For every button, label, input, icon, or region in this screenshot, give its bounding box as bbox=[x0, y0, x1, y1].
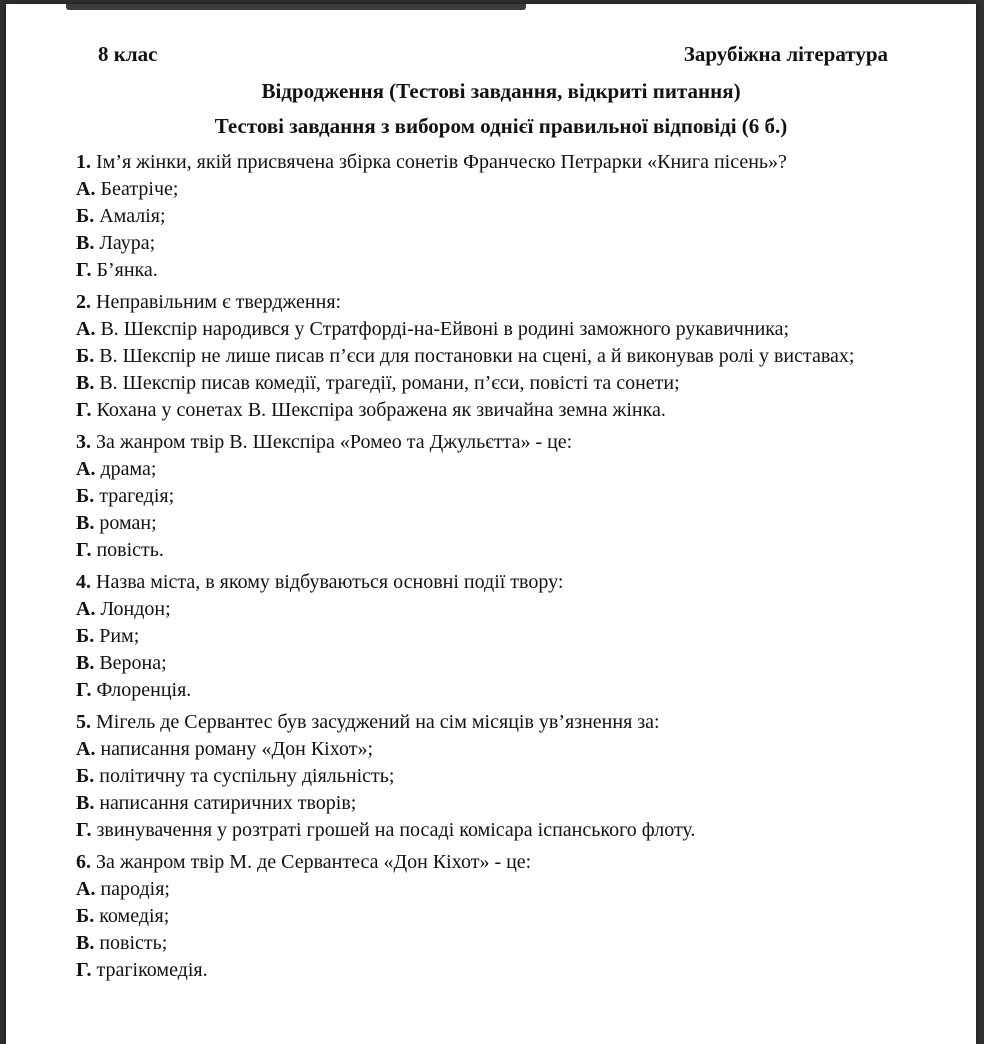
question-text: Ім’я жінки, якій присвячена збірка сонетів Франческо Петрарки «Книга пісень»? bbox=[96, 151, 787, 173]
option-text: трагедія; bbox=[99, 485, 175, 507]
question-number: 5. bbox=[76, 711, 91, 733]
option-letter: Г. bbox=[76, 679, 92, 701]
question-number: 3. bbox=[76, 431, 91, 453]
question-line bbox=[76, 289, 922, 316]
option-text: повість. bbox=[96, 539, 164, 561]
option-letter: В. bbox=[76, 792, 95, 814]
option-letter: Г. bbox=[76, 539, 92, 561]
option-b bbox=[76, 203, 922, 230]
option-text: Рим; bbox=[99, 625, 140, 647]
option-letter: А. bbox=[76, 318, 96, 340]
option-d bbox=[76, 957, 922, 984]
question-text: За жанром твір В. Шекспіра «Ромео та Джульєтта» - це: bbox=[96, 431, 573, 453]
question-line bbox=[76, 709, 922, 736]
option-letter: Г. bbox=[76, 399, 92, 421]
question-number: 4. bbox=[76, 571, 91, 593]
option-b bbox=[76, 903, 922, 930]
option-text: Верона; bbox=[99, 652, 167, 674]
question-number: 1. bbox=[76, 151, 91, 173]
option-a bbox=[76, 736, 922, 763]
option-a bbox=[76, 876, 922, 903]
question-line bbox=[76, 849, 922, 876]
option-letter: А. bbox=[76, 458, 96, 480]
option-letter: В. bbox=[76, 512, 95, 534]
question-text: Назва міста, в якому відбуваються основні події твору: bbox=[96, 571, 564, 593]
document-page bbox=[6, 4, 976, 1044]
option-b bbox=[76, 343, 922, 370]
option-a bbox=[76, 596, 922, 623]
option-a bbox=[76, 456, 922, 483]
page-title: Відродження (Тестові завдання, відкриті питання) bbox=[261, 79, 741, 103]
option-letter: Б. bbox=[76, 625, 95, 647]
option-d bbox=[76, 537, 922, 564]
option-text: трагікомедія. bbox=[96, 959, 208, 981]
option-letter: Б. bbox=[76, 765, 95, 787]
question-number: 2. bbox=[76, 291, 91, 313]
option-text: В. Шекспір народився у Стратфорді-на-Ейвоні в родині заможного рукавичника; bbox=[100, 318, 790, 340]
question-5 bbox=[76, 709, 922, 844]
option-text: Лондон; bbox=[100, 598, 171, 620]
option-c bbox=[76, 790, 922, 817]
option-text: В. Шекспір не лише писав п’єси для постановки на сцені, а й виконував ролі у виставах; bbox=[99, 345, 855, 367]
question-4 bbox=[76, 569, 922, 704]
option-letter: Б. bbox=[76, 905, 95, 927]
option-d bbox=[76, 397, 922, 424]
question-1 bbox=[76, 149, 922, 284]
option-b bbox=[76, 623, 922, 650]
option-text: політичну та суспільну діяльність; bbox=[99, 765, 395, 787]
question-text: За жанром твір М. де Сервантеса «Дон Кіхот» - це: bbox=[96, 851, 532, 873]
option-text: комедія; bbox=[99, 905, 170, 927]
option-letter: В. bbox=[76, 932, 95, 954]
option-text: пародія; bbox=[100, 878, 170, 900]
option-b bbox=[76, 763, 922, 790]
option-text: повість; bbox=[99, 932, 168, 954]
option-letter: В. bbox=[76, 652, 95, 674]
option-letter: А. bbox=[76, 878, 96, 900]
option-text: звинувачення у розтраті грошей на посаді комісара іспанського флоту. bbox=[96, 819, 696, 841]
option-letter: Г. bbox=[76, 259, 92, 281]
option-a bbox=[76, 316, 922, 343]
option-text: Беатріче; bbox=[100, 178, 179, 200]
option-text: Б’янка. bbox=[96, 259, 158, 281]
option-d bbox=[76, 817, 922, 844]
question-number: 6. bbox=[76, 851, 91, 873]
option-d bbox=[76, 257, 922, 284]
option-text: Флоренція. bbox=[96, 679, 192, 701]
option-text: написання роману «Дон Кіхот»; bbox=[100, 738, 374, 760]
option-text: Кохана у сонетах В. Шекспіра зображена як звичайна земна жінка. bbox=[96, 399, 666, 421]
subject-label: Зарубіжна література bbox=[683, 42, 888, 66]
option-text: В. Шекспір писав комедії, трагедії, романи, п’єси, повісті та сонети; bbox=[99, 372, 680, 394]
option-text: написання сатиричних творів; bbox=[99, 792, 357, 814]
question-line bbox=[76, 149, 922, 176]
option-c bbox=[76, 370, 922, 397]
question-line bbox=[76, 429, 922, 456]
option-letter: А. bbox=[76, 738, 96, 760]
question-line bbox=[76, 569, 922, 596]
option-c bbox=[76, 930, 922, 957]
questions-list bbox=[76, 149, 922, 989]
option-letter: Б. bbox=[76, 485, 95, 507]
question-6 bbox=[76, 849, 922, 984]
option-letter: Б. bbox=[76, 205, 95, 227]
option-letter: А. bbox=[76, 178, 96, 200]
option-text: Лаура; bbox=[99, 232, 156, 254]
option-text: роман; bbox=[99, 512, 157, 534]
option-d bbox=[76, 677, 922, 704]
question-2 bbox=[76, 289, 922, 424]
option-letter: Г. bbox=[76, 819, 92, 841]
option-text: драма; bbox=[100, 458, 157, 480]
option-c bbox=[76, 510, 922, 537]
option-letter: В. bbox=[76, 232, 95, 254]
option-c bbox=[76, 650, 922, 677]
option-c bbox=[76, 230, 922, 257]
question-text: Неправільним є твердження: bbox=[96, 291, 342, 313]
option-letter: А. bbox=[76, 598, 96, 620]
background-strip bbox=[66, 4, 526, 10]
header-row bbox=[98, 42, 888, 67]
option-text: Амалія; bbox=[99, 205, 166, 227]
section-subtitle: Тестові завдання з вибором однієї правильної відповіді (6 б.) bbox=[214, 114, 788, 138]
option-letter: Б. bbox=[76, 345, 95, 367]
option-a bbox=[76, 176, 922, 203]
question-text: Мігель де Сервантес був засуджений на сім місяців ув’язнення за: bbox=[96, 711, 660, 733]
option-b bbox=[76, 483, 922, 510]
option-letter: Г. bbox=[76, 959, 92, 981]
option-letter: В. bbox=[76, 372, 95, 394]
grade-label: 8 клас bbox=[98, 42, 158, 66]
question-3 bbox=[76, 429, 922, 564]
